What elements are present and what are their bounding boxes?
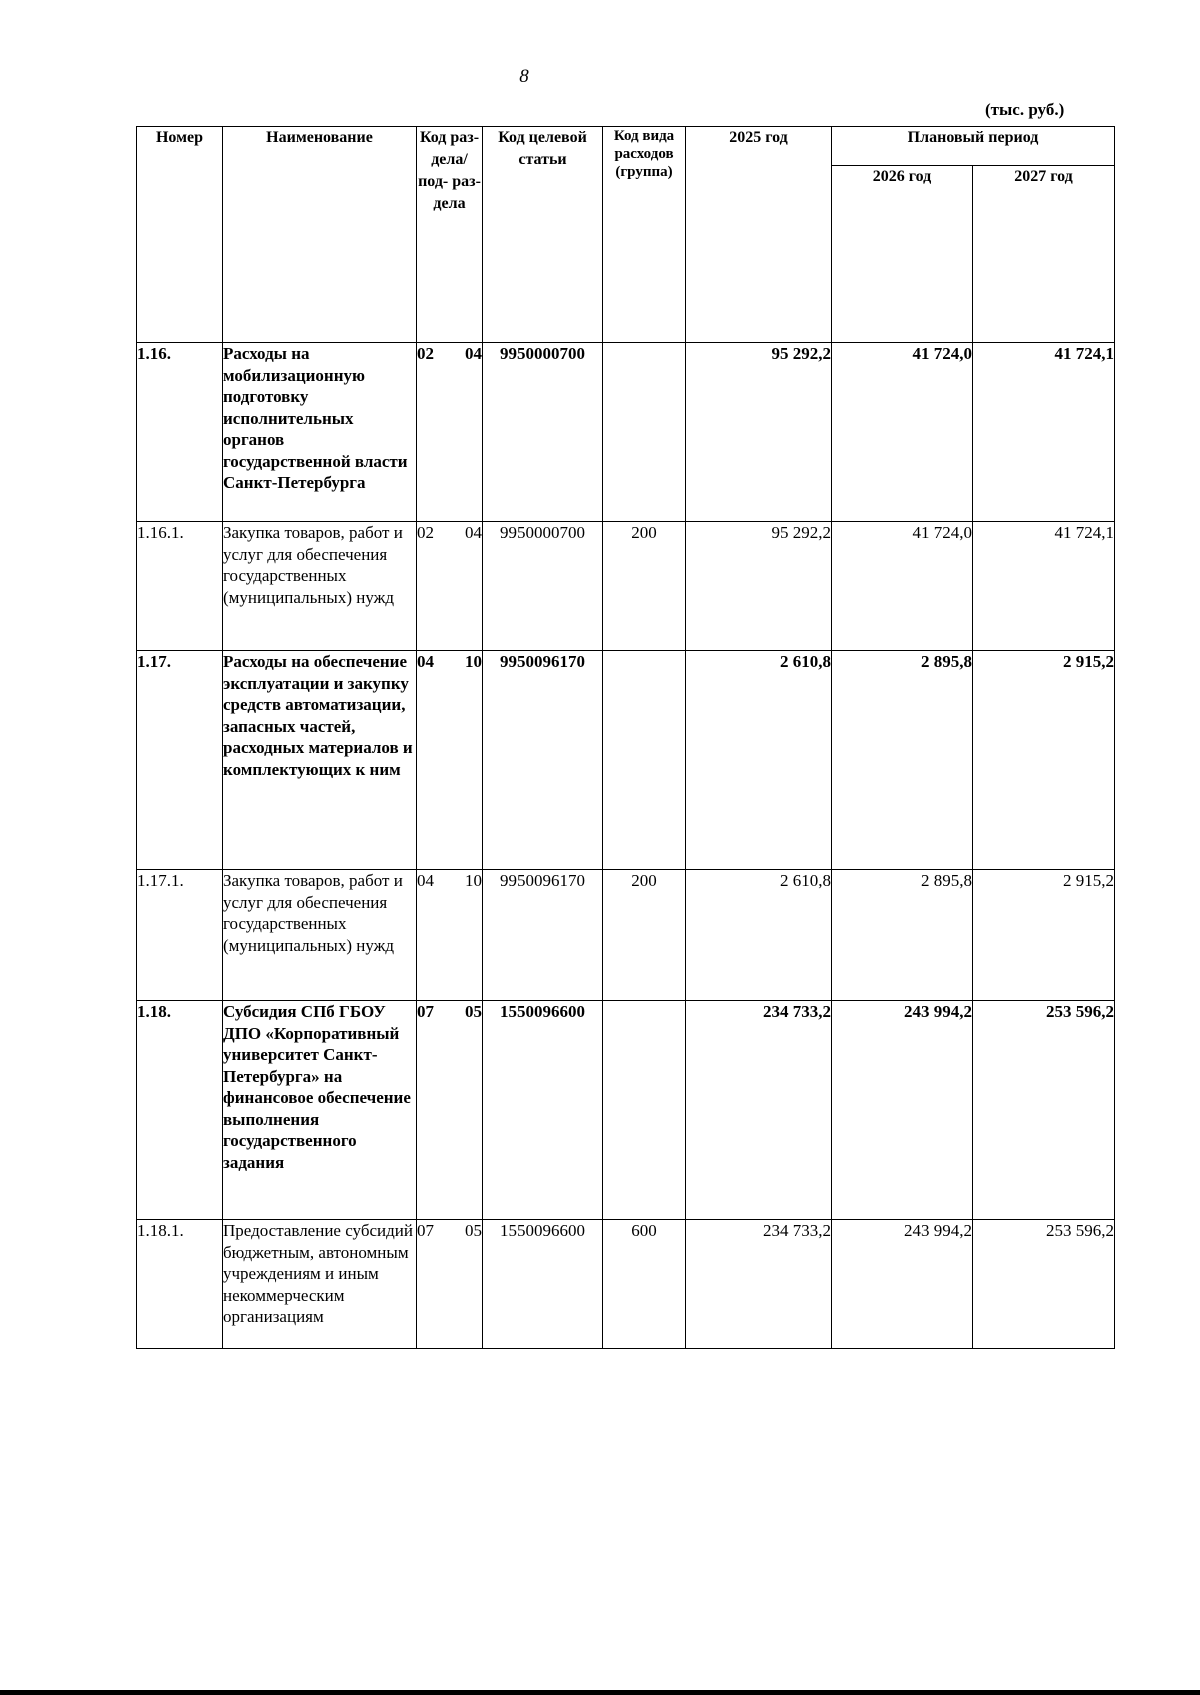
row-amount-2026: 41 724,0 [832, 522, 973, 651]
row-section: 04 [417, 652, 434, 671]
row-section-code [417, 651, 483, 870]
row-amount-2027: 253 596,2 [973, 1001, 1115, 1220]
row-amount-2026: 2 895,8 [832, 870, 973, 1001]
row-group: 200 [603, 522, 686, 651]
row-target-code: 1550096600 [483, 1001, 603, 1220]
row-amount-2025: 2 610,8 [686, 651, 832, 870]
row-number: 1.16.1. [137, 522, 223, 651]
row-name: Предоставление субсидий бюджетным, автономным учреждениям и иным некоммерческим организациям [223, 1220, 417, 1349]
row-section-code [417, 522, 483, 651]
row-amount-2026: 41 724,0 [832, 343, 973, 522]
row-amount-2026: 243 994,2 [832, 1220, 973, 1349]
table-row [137, 651, 1115, 870]
header-year-2025: 2025 год [686, 127, 832, 343]
header-section-code: Код раз- дела/ под- раз- дела [417, 127, 483, 343]
row-section: 02 [417, 523, 434, 542]
row-section-code [417, 870, 483, 1001]
row-group: 600 [603, 1220, 686, 1349]
header-year-2027: 2027 год [973, 166, 1115, 343]
budget-table [136, 126, 1115, 1349]
row-target-code: 9950000700 [483, 522, 603, 651]
row-section: 04 [417, 871, 434, 890]
row-section: 07 [417, 1002, 434, 1021]
header-planned-period: Плановый период [832, 127, 1115, 166]
row-amount-2027: 2 915,2 [973, 870, 1115, 1001]
row-name: Закупка товаров, работ и услуг для обеспечения государственных (муниципальных) нужд [223, 522, 417, 651]
table-row [137, 343, 1115, 522]
row-number: 1.18.1. [137, 1220, 223, 1349]
row-target-code: 9950096170 [483, 870, 603, 1001]
row-subsection: 04 [465, 344, 482, 363]
header-number: Номер [137, 127, 223, 343]
row-section: 02 [417, 344, 434, 363]
page-number: 8 [519, 66, 529, 87]
row-section-code [417, 1220, 483, 1349]
row-number: 1.18. [137, 1001, 223, 1220]
table-row [137, 870, 1115, 1001]
row-group: 200 [603, 870, 686, 1001]
row-amount-2027: 253 596,2 [973, 1220, 1115, 1349]
row-amount-2025: 234 733,2 [686, 1001, 832, 1220]
header-target-article-code: Код целевой статьи [483, 127, 603, 343]
units-label: (тыс. руб.) [985, 100, 1065, 119]
row-amount-2027: 41 724,1 [973, 522, 1115, 651]
row-number: 1.16. [137, 343, 223, 522]
table-row [137, 1220, 1115, 1349]
row-subsection: 10 [465, 652, 482, 671]
row-target-code: 9950000700 [483, 343, 603, 522]
row-number: 1.17. [137, 651, 223, 870]
row-subsection: 05 [465, 1221, 482, 1240]
row-amount-2025: 234 733,2 [686, 1220, 832, 1349]
header-year-2026: 2026 год [832, 166, 973, 343]
table-row [137, 1001, 1115, 1220]
row-amount-2026: 243 994,2 [832, 1001, 973, 1220]
row-subsection: 05 [465, 1002, 482, 1021]
row-name: Субсидия СПб ГБОУ ДПО «Корпоративный университет Санкт-Петербурга» на финансовое обеспечение выполнения государственного задания [223, 1001, 417, 1220]
row-group [603, 651, 686, 870]
row-amount-2025: 2 610,8 [686, 870, 832, 1001]
table-row [137, 522, 1115, 651]
row-name: Расходы на мобилизационную подготовку исполнительных органов государственной власти Санкт-Петербурга [223, 343, 417, 522]
row-amount-2027: 41 724,1 [973, 343, 1115, 522]
row-name: Закупка товаров, работ и услуг для обеспечения государственных (муниципальных) нужд [223, 870, 417, 1001]
row-group [603, 1001, 686, 1220]
row-target-code: 1550096600 [483, 1220, 603, 1349]
row-subsection: 10 [465, 871, 482, 890]
scan-edge-divider [0, 1690, 1200, 1695]
header-name: Наименование [223, 127, 417, 343]
header-row [137, 127, 1115, 166]
row-section: 07 [417, 1221, 434, 1240]
row-amount-2025: 95 292,2 [686, 343, 832, 522]
row-amount-2026: 2 895,8 [832, 651, 973, 870]
row-group [603, 343, 686, 522]
row-amount-2027: 2 915,2 [973, 651, 1115, 870]
row-amount-2025: 95 292,2 [686, 522, 832, 651]
row-name: Расходы на обеспечение эксплуатации и закупку средств автоматизации, запасных частей, расходных материалов и комплектующих к ним [223, 651, 417, 870]
row-section-code [417, 343, 483, 522]
row-target-code: 9950096170 [483, 651, 603, 870]
row-section-code [417, 1001, 483, 1220]
row-subsection: 04 [465, 523, 482, 542]
header-expense-type-code: Код вида расходов (группа) [603, 127, 686, 343]
row-number: 1.17.1. [137, 870, 223, 1001]
